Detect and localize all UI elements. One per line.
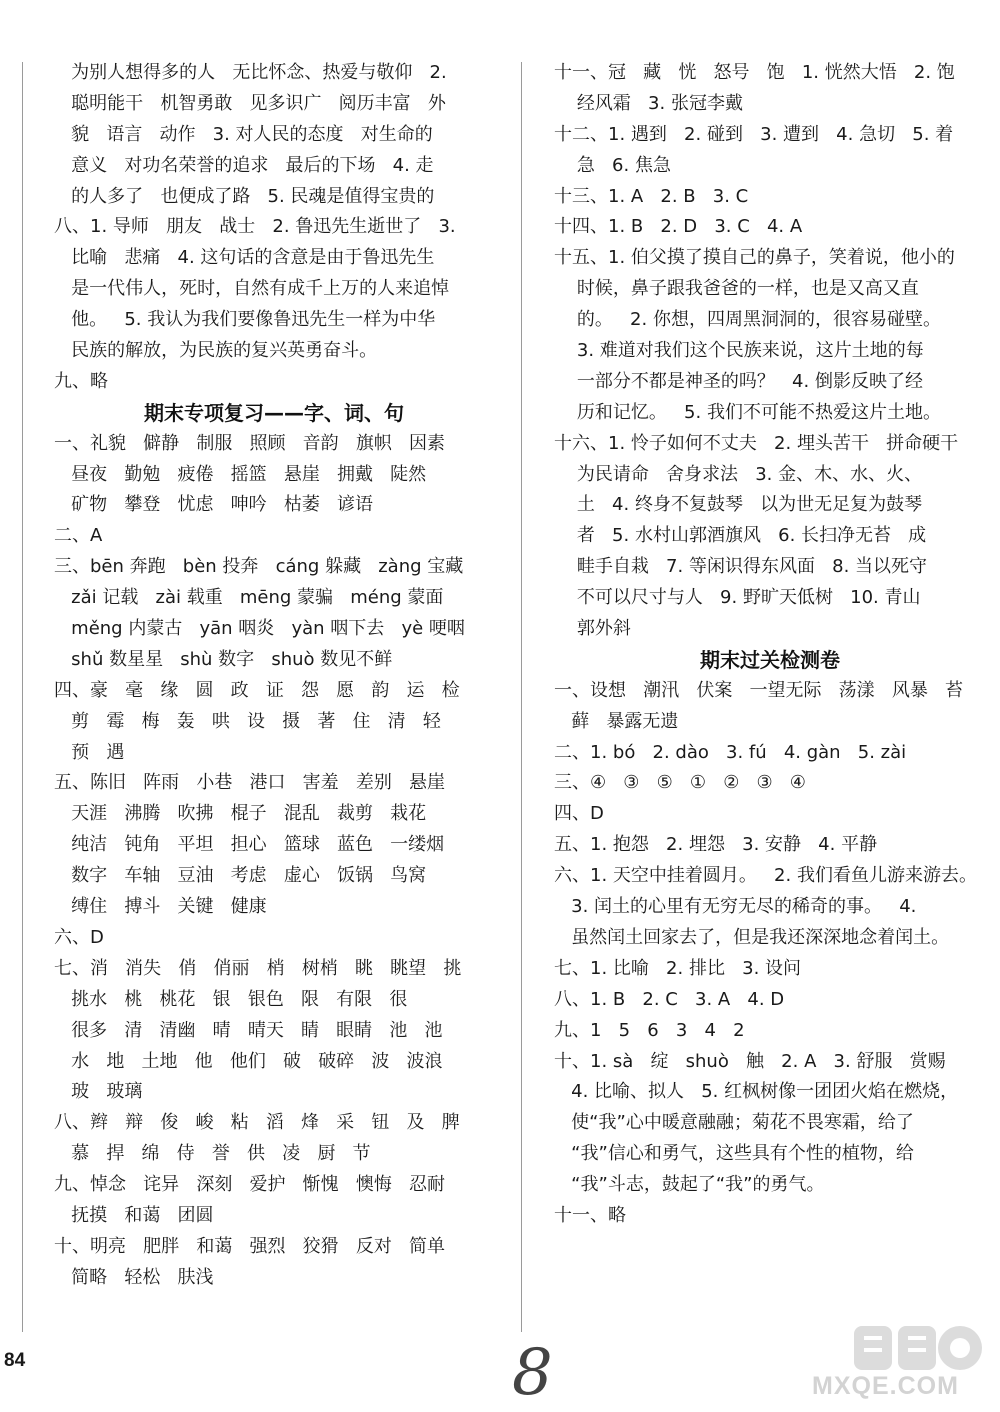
left-answer-line: 昼夜 勤勉 疲倦 摇篮 悬崖 拥戴 陡然 [54, 463, 427, 485]
left-answer-line: 二、A [54, 525, 103, 547]
right-answer-line: 经风霜 3. 张冠李戴 [554, 92, 743, 114]
left-answer-line: 比喻 悲痛 4. 这句话的含意是由于鲁迅先生 [54, 247, 435, 269]
left-answer-line: 纯洁 钝角 平坦 担心 篮球 蓝色 一缕烟 [54, 834, 445, 856]
left-answer-line: 天涯 沸腾 吹拂 棍子 混乱 裁剪 栽花 [54, 803, 427, 825]
left-answer-line: 预 遇 [54, 741, 125, 763]
right-answer-line: “我”信心和勇气，这些具有个性的植物，给 [554, 1143, 914, 1165]
right-answer-line: 九、1 5 6 3 4 2 [554, 1019, 745, 1041]
column-divider [521, 62, 522, 1332]
right-answer-line: 郭外斜 [554, 618, 631, 640]
left-section-heading: 期末专项复习——字、词、句 [144, 400, 404, 425]
left-answer-line: zǎi 记载 zài 载重 mēng 蒙骗 méng 蒙面 [54, 587, 444, 609]
right-answer-line: 畦手自栽 7. 等闲识得东风面 8. 当以死守 [554, 556, 928, 578]
right-answer-line: 十一、冠 藏 恍 怒号 饱 1. 恍然大悟 2. 饱 [554, 62, 955, 83]
left-answer-line: 慕 捍 绵 侍 誉 供 凌 厨 节 [54, 1143, 371, 1165]
right-answer-line: 十四、1. B 2. D 3. C 4. A [554, 216, 803, 238]
right-answer-line: 者 5. 水村山郭酒旗风 6. 长扫净无苔 成 [554, 525, 927, 547]
left-answer-line: 聪明能干 机智勇敢 见多识广 阅历丰富 外 [54, 92, 446, 114]
right-answer-line: 的。 2. 你想，四周黑洞洞的，很容易碰壁。 [554, 309, 941, 331]
right-answer-line: 十二、1. 遇到 2. 碰到 3. 遭到 4. 急切 5. 着 [554, 123, 954, 145]
left-answer-line: 三、bēn 奔跑 bèn 投奔 cáng 躲藏 zàng 宝藏 [54, 556, 464, 578]
left-answer-line: 挑水 桃 桃花 银 银色 限 有限 很 [54, 988, 408, 1010]
left-answer-line: 水 地 土地 他 他们 破 破碎 波 波浪 [54, 1050, 443, 1072]
right-answer-line: 使“我”心中暖意融融；菊花不畏寒霜，给了 [554, 1112, 914, 1134]
right-answer-line: “我”斗志，鼓起了“我”的勇气。 [554, 1174, 825, 1196]
left-answer-line: 矿物 攀登 忧虑 呻吟 枯萎 谚语 [54, 494, 373, 516]
left-answer-line: 意义 对功名荣誉的追求 最后的下场 4. 走 [54, 154, 434, 176]
right-answer-line: 一部分不都是神圣的吗？ 4. 倒影反映了经 [554, 370, 923, 392]
left-answer-line: 抚摸 和蔼 团圆 [54, 1204, 214, 1226]
right-answer-line: 3. 闰土的心里有无穷无尽的稀奇的事。 4. [554, 896, 917, 918]
page-number: 84 [4, 1350, 26, 1371]
right-answer-line: 急 6. 焦急 [554, 154, 671, 176]
left-answer-line: 貌 语言 动作 3. 对人民的态度 对生命的 [54, 123, 433, 145]
right-answer-line: 七、1. 比喻 2. 排比 3. 设问 [554, 957, 802, 979]
left-answer-line: 七、消 消失 俏 俏丽 梢 树梢 眺 眺望 挑 [54, 957, 462, 979]
right-answer-line: 八、1. B 2. C 3. A 4. D [554, 988, 785, 1010]
left-answer-line: 剪 霉 梅 轰 哄 设 摄 著 住 清 轻 [54, 710, 441, 732]
left-answer-line: 民族的解放，为民族的复兴英勇奋斗。 [54, 340, 378, 362]
left-answer-line: 是一代伟人，死时，自然有成千上万的人来追悼 [54, 278, 450, 300]
left-answer-line: 为别人想得多的人 无比怀念、热爱与敬仰 2. [54, 62, 447, 83]
left-answer-line: 八、辫 辩 俊 峻 粘 滔 烽 采 钮 及 脾 [54, 1112, 460, 1134]
watermark-site: MXQE.COM [812, 1372, 959, 1400]
right-answer-line: 土 4. 终身不复鼓琴 以为世无足复为鼓琴 [554, 494, 923, 516]
right-answer-line: 不可以尺寸与人 9. 野旷天低树 10. 青山 [554, 587, 921, 609]
left-answer-line: 四、豪 毫 缘 圆 政 证 怨 愿 韵 运 检 [54, 679, 460, 701]
right-answer-line: 藓 暴露无遗 [554, 710, 679, 732]
left-answer-line: 一、礼貌 僻静 制服 照顾 音韵 旗帜 因素 [54, 432, 445, 454]
right-section-heading: 期末过关检测卷 [700, 647, 840, 672]
right-answer-line: 六、1. 天空中挂着圆月。 2. 我们看鱼儿游来游去。 [554, 865, 977, 887]
right-answer-line: 十、1. sà 绽 shuò 触 2. A 3. 舒服 赏赐 [554, 1050, 946, 1072]
left-answer-line: 他。 5. 我认为我们要像鲁迅先生一样为中华 [54, 309, 436, 331]
right-answer-line: 二、1. bó 2. dào 3. fú 4. gàn 5. zài [554, 741, 907, 763]
watermark-logo [852, 1322, 984, 1376]
right-answer-line: 五、1. 抱怨 2. 埋怨 3. 安静 4. 平静 [554, 834, 878, 856]
left-answer-line: 九、略 [54, 370, 108, 392]
left-answer-line: 数字 车轴 豆油 考虑 虚心 饭锅 鸟窝 [54, 865, 427, 887]
right-answer-line: 四、D [554, 803, 604, 825]
left-answer-line: 六、D [54, 926, 104, 948]
right-answer-line: 4. 比喻、拟人 5. 红枫树像一团团火焰在燃烧， [554, 1081, 959, 1103]
right-answer-line: 为民请命 舍身求法 3. 金、木、水、火、 [554, 463, 923, 485]
right-answer-line: 3. 难道对我们这个民族来说，这片土地的每 [554, 340, 924, 362]
right-answer-line: 十六、1. 怜子如何不丈夫 2. 埋头苦干 拼命硬干 [554, 432, 959, 454]
right-answer-column [554, 58, 986, 1232]
left-answer-line: 八、1. 导师 朋友 战士 2. 鲁迅先生逝世了 3. [54, 216, 456, 238]
right-answer-line: 十三、1. A 2. B 3. C [554, 185, 749, 207]
left-answer-line: měng 内蒙古 yān 咽炎 yàn 咽下去 yè 哽咽 [54, 618, 465, 640]
right-answer-line: 时候，鼻子跟我爸爸的一样，也是又高又直 [554, 278, 919, 300]
left-answer-line: 缚住 搏斗 关键 健康 [54, 896, 267, 918]
left-answer-line: 十、明亮 肥胖 和蔼 强烈 狡猾 反对 简单 [54, 1235, 445, 1257]
right-answer-line: 历和记忆。 5. 我们不可能不热爱这片土地。 [554, 401, 941, 423]
left-answer-column [54, 58, 494, 1294]
left-answer-line: 玻 玻璃 [54, 1081, 143, 1103]
left-answer-line: 很多 清 清幽 晴 晴天 睛 眼睛 池 池 [54, 1019, 443, 1041]
left-answer-line: 五、陈旧 阵雨 小巷 港口 害羞 差别 悬崖 [54, 772, 445, 794]
left-margin-rule [22, 62, 23, 1332]
right-answer-line: 十五、1. 伯父摸了摸自己的鼻子，笑着说，他小的 [554, 247, 955, 269]
right-answer-line: 三、④ ③ ⑤ ① ② ③ ④ [554, 772, 806, 794]
handwritten-mark: 8 [512, 1336, 553, 1410]
left-answer-line: 九、悼念 诧异 深刻 爱护 惭愧 懊悔 忍耐 [54, 1174, 445, 1196]
left-answer-line: 的人多了 也便成了路 5. 民魂是值得宝贵的 [54, 185, 435, 207]
left-answer-line: shǔ 数星星 shù 数字 shuò 数见不鲜 [54, 648, 393, 670]
right-answer-line: 一、设想 潮汛 伏案 一望无际 荡漾 风暴 苔 [554, 679, 963, 701]
right-answer-line: 虽然闰土回家去了，但是我还深深地念着闰土。 [554, 926, 950, 948]
left-answer-line: 简略 轻松 肤浅 [54, 1266, 214, 1288]
right-answer-line: 十一、略 [554, 1204, 626, 1226]
